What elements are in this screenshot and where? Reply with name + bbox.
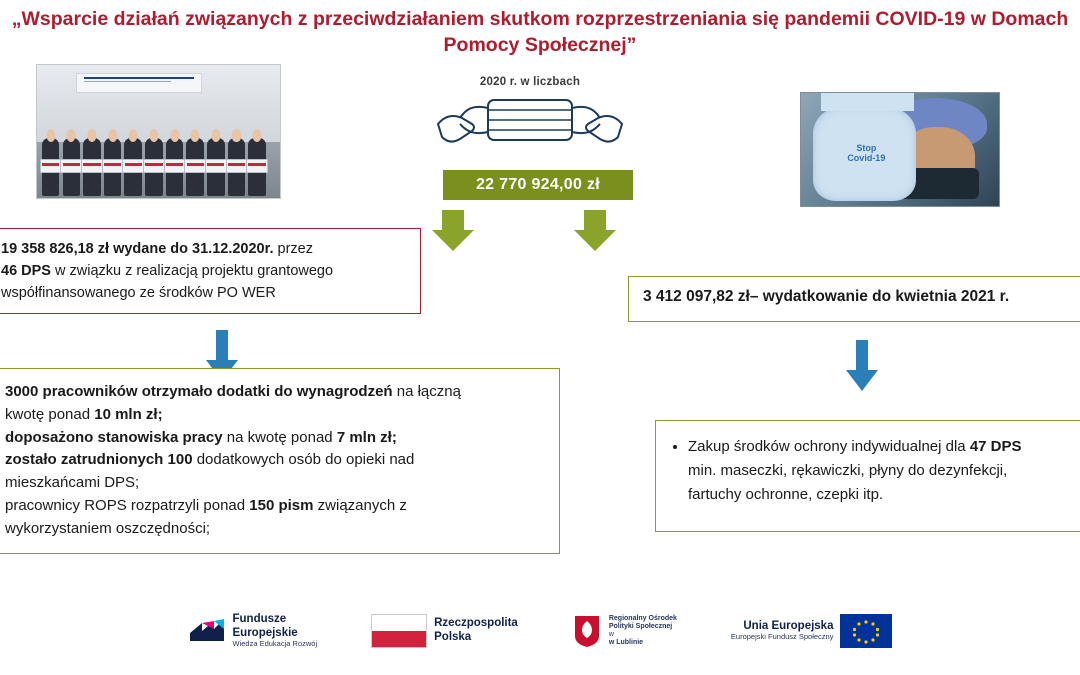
- spent-przez-label: przez: [273, 241, 313, 257]
- detail-line6-pre: pracownicy ROPS rozpatrzyli ponad: [5, 496, 250, 514]
- rops-crest-icon: [572, 614, 602, 648]
- mask-illustration: [430, 78, 630, 168]
- rops-line2: Polityki Społecznej: [608, 622, 673, 630]
- fe-line3: Wiedza Edukacja Rozwój: [232, 639, 318, 649]
- detail-line4-rest: dodatkowych osób do opieki nad: [192, 451, 415, 469]
- detail-line1-rest: na łączną: [392, 383, 461, 400]
- detail-line3-rest: na kwotę ponad: [222, 428, 337, 446]
- ue-line3: Europejski Fundusz Społeczny: [730, 632, 834, 642]
- purchases-list: [672, 435, 1068, 507]
- spent-2020-box: [0, 228, 421, 314]
- rp-line1: Rzeczpospolita: [434, 617, 518, 630]
- detail-line2-pre: kwotę ponad: [5, 405, 95, 423]
- face-mask-hands-icon: [430, 78, 630, 168]
- fundusze-europejskie-text: [233, 613, 318, 649]
- glove-stop-covid-text: Stop Covid-19: [847, 142, 886, 164]
- ue-line1: Unia Europejska: [743, 619, 834, 632]
- logo-strip: [0, 613, 1080, 649]
- total-amount-badge: 22 770 924,00 zł: [443, 170, 633, 200]
- photo-people-row: [37, 105, 280, 198]
- dps-count-47: 47 DPS: [969, 438, 1022, 455]
- detail-equipment: doposażono stanowiska pracy: [5, 428, 223, 446]
- spent-2021-box: 3 412 097,82 zł– wydatkowanie do kwietnia 2021 r.: [628, 276, 1080, 322]
- page-title: „Wsparcie działań związanych z przeciwdziałaniem skutkom rozprzestrzeniania się pandemii COVID-19 w Domach Pomocy Społecznej”: [11, 8, 1069, 57]
- detail-150-pism: 150 pism: [249, 496, 314, 514]
- rops-text: [609, 615, 677, 648]
- fundusze-europejskie-mark-icon: [188, 615, 226, 647]
- detail-line6-rest: związanych z: [313, 496, 407, 514]
- detail-line5: mieszkańcami DPS;: [5, 474, 140, 492]
- fe-line2: Europejskie: [232, 626, 298, 639]
- poland-flag-icon: [371, 614, 427, 648]
- dps-count-46: 46 DPS: [1, 262, 51, 279]
- purchases-2021-box: [655, 420, 1080, 532]
- detail-amount-7mln: 7 mln zł;: [336, 428, 397, 446]
- logo-rops-lublin: [572, 614, 677, 648]
- photo-nurse-glove: [800, 92, 1000, 207]
- ue-text: [731, 620, 834, 642]
- list-item: [688, 435, 1068, 507]
- rzeczpospolita-text: [434, 617, 518, 644]
- eu-flag-icon: [840, 614, 892, 648]
- detail-hired-100: zostało zatrudnionych 100: [5, 451, 193, 469]
- green-arrow-left-icon: [430, 210, 476, 252]
- logo-fundusze-europejskie: [188, 613, 318, 649]
- photo-banner: [76, 73, 202, 93]
- blue-arrow-right-icon: [845, 340, 879, 392]
- details-2020-box: [0, 368, 560, 554]
- green-arrow-right-icon: [572, 210, 618, 252]
- logo-rzeczpospolita-polska: [371, 614, 518, 648]
- purchase-line3: fartuchy ochronne, czepki itp.: [688, 486, 884, 503]
- rops-w-label: w: [608, 631, 614, 639]
- detail-workers-bonus: 3000 pracowników otrzymało dodatki do wynagrodzeń: [5, 383, 393, 400]
- spent-date-2020: wydane do 31.12.2020r.: [109, 241, 274, 257]
- detail-line7: wykorzystaniem oszczędności;: [5, 519, 211, 537]
- rops-line3: w Lublinie: [608, 639, 644, 647]
- detail-amount-10mln: 10 mln zł;: [94, 405, 163, 423]
- spent-line3: współfinansowanego ze środków PO WER: [1, 284, 276, 301]
- logo-unia-europejska: [731, 614, 893, 648]
- rops-line1: Regionalny Ośrodek: [608, 614, 677, 622]
- rp-line2: Polska: [434, 631, 472, 644]
- mask-caption-label: 2020 r. w liczbach: [479, 76, 581, 88]
- purchase-line1-pre: Zakup środków ochrony indywidualnej dla: [688, 438, 970, 455]
- fe-line1: Fundusze: [232, 613, 287, 626]
- spent-line2-rest: w związku z realizacją projektu grantowego: [50, 262, 334, 279]
- photo-group-ceremony: [36, 64, 281, 199]
- spent-amount-2020: 19 358 826,18 zł: [1, 241, 110, 257]
- purchase-line2: min. maseczki, rękawiczki, płyny do dezynfekcji,: [688, 462, 1008, 479]
